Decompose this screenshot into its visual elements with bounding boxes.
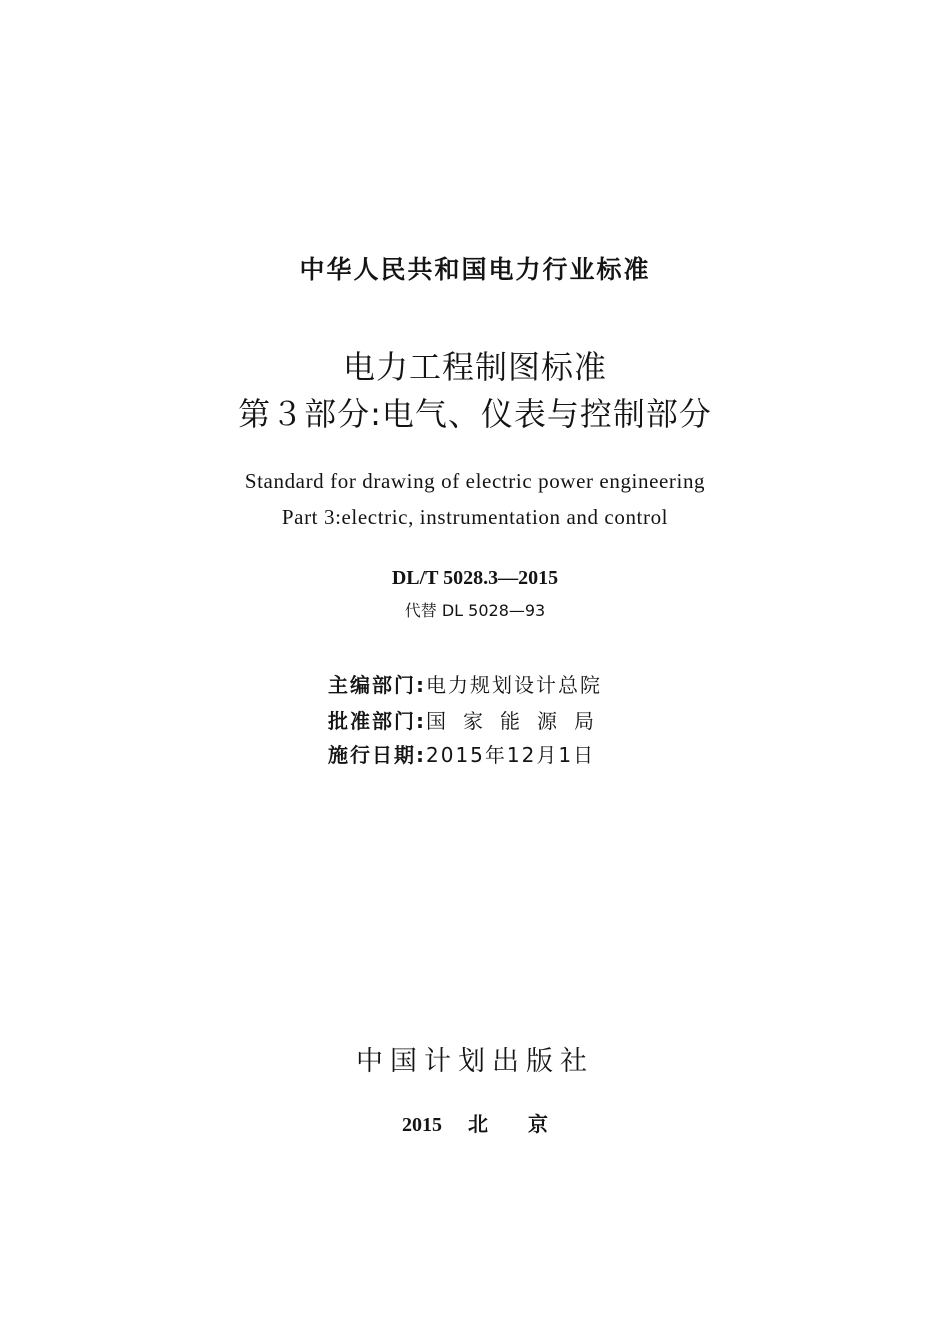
approver-row bbox=[328, 706, 611, 736]
editor-row bbox=[328, 670, 602, 700]
effective-date-label: 施行日期: bbox=[328, 743, 426, 767]
imprint bbox=[0, 1110, 950, 1140]
industry-standard-heading: 中华人民共和国电力行业标准 bbox=[299, 255, 651, 284]
editor-value: 电力规划设计总院 bbox=[426, 673, 602, 697]
publisher-name: 中国计划出版社 bbox=[356, 1046, 594, 1077]
approver-label: 批准部门: bbox=[328, 709, 426, 733]
effective-date-value: 2015年12月1日 bbox=[426, 743, 596, 767]
title-cn-line-1: 电力工程制图标准 bbox=[342, 348, 607, 386]
editor-label: 主编部门: bbox=[328, 673, 426, 697]
approver-value: 国家能源局 bbox=[426, 709, 611, 733]
title-cn-line-2: 第３部分:电气、仪表与控制部分 bbox=[238, 395, 712, 433]
replaces-note: 代替 DL 5028—93 bbox=[404, 601, 546, 620]
title-en-line-1: Standard for drawing of electric power engineering bbox=[244, 469, 706, 493]
imprint-year: 2015 bbox=[402, 1114, 442, 1136]
effective-date-row bbox=[328, 740, 595, 770]
standard-code: DL/T 5028.3—2015 bbox=[391, 567, 559, 589]
imprint-city-char-1: 北 bbox=[468, 1114, 488, 1136]
title-en-line-2: Part 3:electric, instrumentation and control bbox=[281, 505, 669, 529]
imprint-city-char-2: 京 bbox=[528, 1114, 548, 1136]
